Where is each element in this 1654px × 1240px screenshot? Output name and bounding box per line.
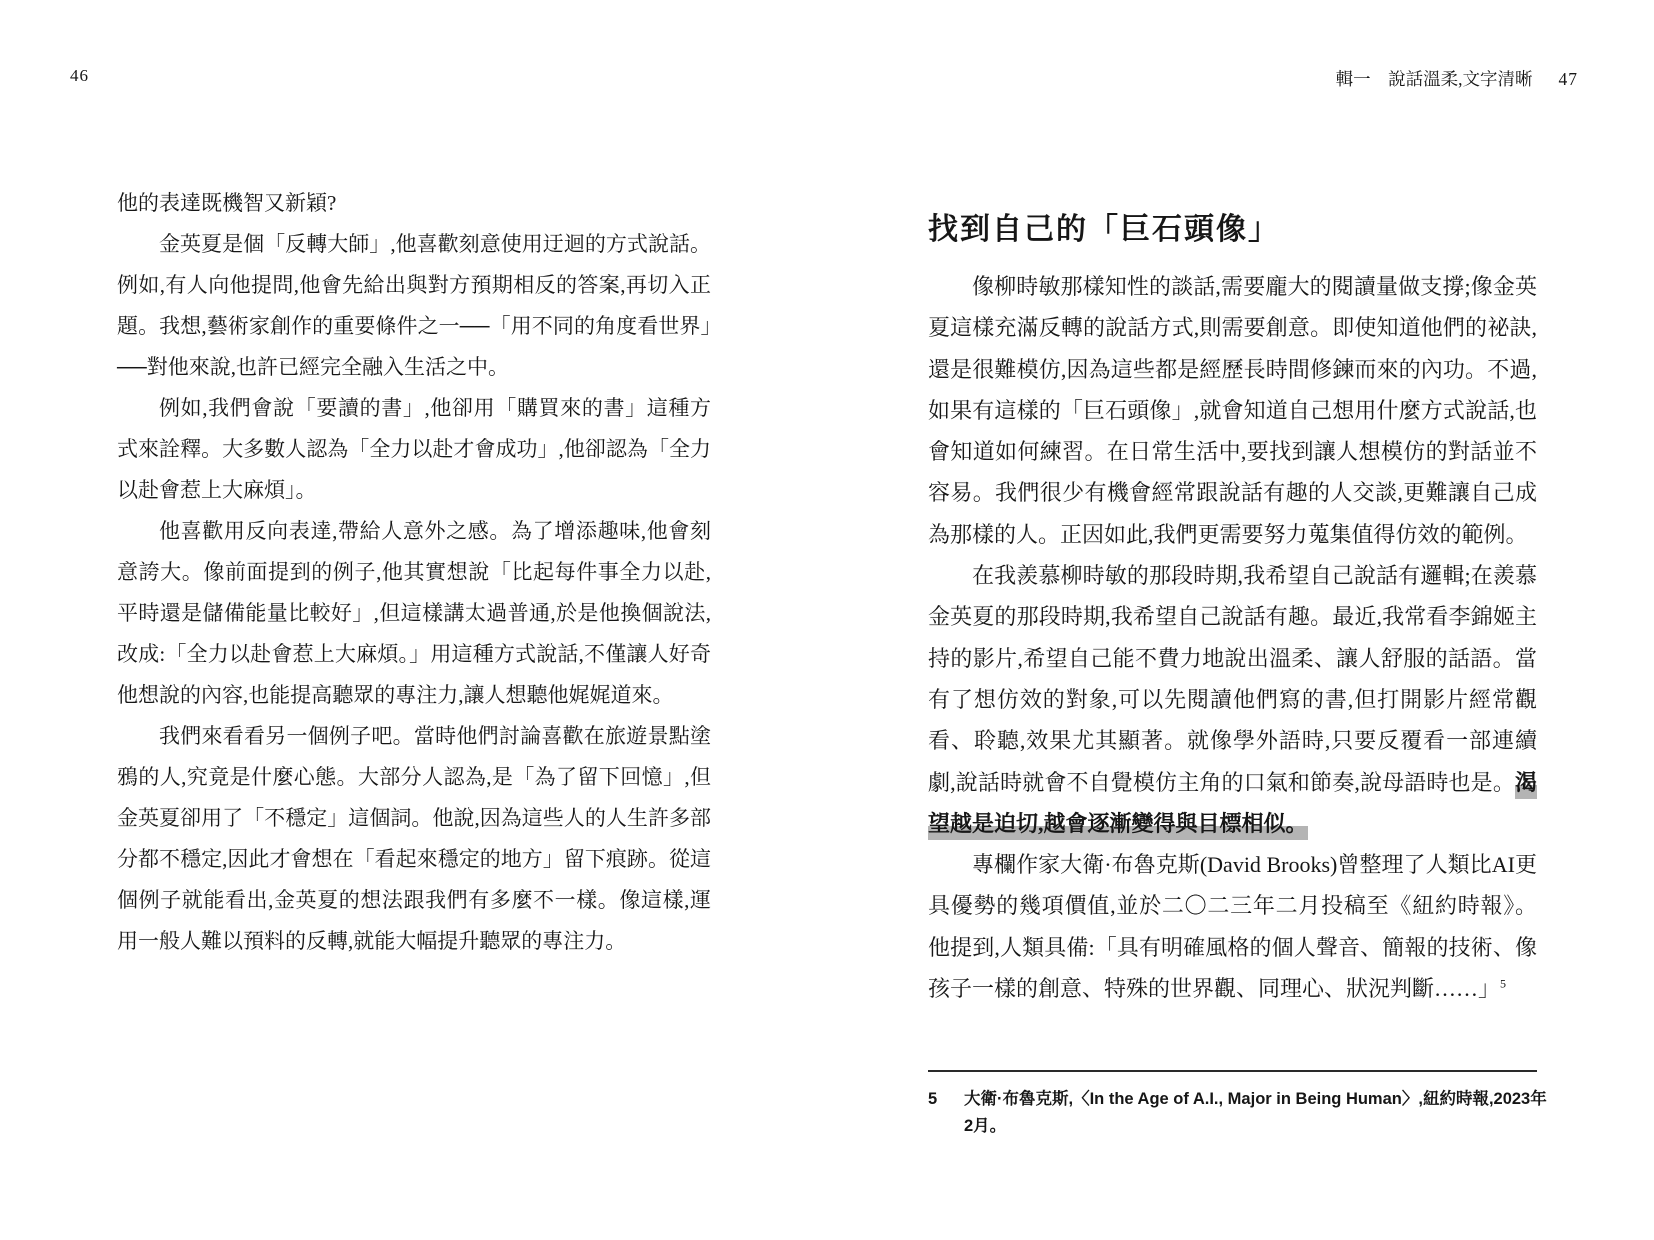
right-page-body-text bbox=[928, 266, 1537, 1009]
footnote bbox=[928, 1086, 1548, 1140]
paragraph bbox=[117, 183, 711, 224]
footnote-number: 5 bbox=[928, 1090, 938, 1108]
text-run: 在我羨慕柳時敏的那段時期,我希望自己說話有邏輯;在羨慕金英夏的那段時期,我希望自己說話有趣。最近,我常看李錦姬主持的影片,希望自己能不費力地說出溫柔、讓人舒服的話語。當有了想仿效的對象,可以先閱讀他們寫的書,但打開影片經常觀看、聆聽,效果尤其顯著。就像學外語時,只要反覆看一部連續劇,說話時就會不自覺模仿主角的口氣和節奏,說母語時也是。 bbox=[928, 563, 1537, 795]
running-header bbox=[928, 66, 1578, 91]
text-run: 他的表達既機智又新穎? bbox=[117, 191, 337, 215]
text-run: 他喜歡用反向表達,帶給人意外之感。為了增添趣味,他會刻意誇大。像前面提到的例子,他其實想說「比起每件事全力以赴,平時還是儲備能量比較好」,但這樣講太過普通,於是他換個說法,改成:「全力以赴會惹上大麻煩。」用這種方式說話,不僅讓人好奇他想說的內容,也能提高聽眾的專注力,讓人想聽他娓娓道來。 bbox=[117, 519, 711, 707]
right-page-number: 47 bbox=[1558, 69, 1578, 89]
text-run: 我們來看看另一個例子吧。當時他們討論喜歡在旅遊景點塗鴉的人,究竟是什麼心態。大部分人認為,是「為了留下回憶」,但金英夏卻用了「不穩定」這個詞。他說,因為這些人的人生許多部分都不穩定,因此才會想在「看起來穩定的地方」留下痕跡。從這個例子就能看出,金英夏的想法跟我們有多麼不一樣。像這樣,運用一般人難以預料的反轉,就能大幅提升聽眾的專注力。 bbox=[117, 724, 711, 953]
footnote-text: 大衛·布魯克斯,〈In the Age of A.I., Major in Being Human〉,紐約時報,2023年2月。 bbox=[964, 1090, 1547, 1135]
paragraph bbox=[928, 555, 1537, 844]
paragraph bbox=[117, 511, 711, 716]
text-run: 專欄作家大衛·布魯克斯(David Brooks)曾整理了人類比AI更具優勢的幾項價值,並於二〇二三年二月投稿至《紐約時報》。他提到,人類具備:「具有明確風格的個人聲音、簡報的技術、像孩子一樣的創意、特殊的世界觀、同理心、狀況判斷……」 bbox=[928, 852, 1537, 1002]
paragraph bbox=[928, 844, 1537, 1009]
footnote-reference: 5 bbox=[1500, 976, 1507, 991]
paragraph bbox=[117, 388, 711, 511]
running-header-section-label: 輯一 說話溫柔,文字清晰 bbox=[1335, 69, 1533, 89]
paragraph bbox=[928, 266, 1537, 555]
footnote-divider bbox=[928, 1070, 1537, 1072]
section-title: 找到自己的「巨石頭像」 bbox=[928, 213, 1280, 247]
text-run: 例如,我們會說「要讀的書」,他卻用「購買來的書」這種方式來詮釋。大多數人認為「全力以赴才會成功」,他卻認為「全力以赴會惹上大麻煩」。 bbox=[117, 396, 711, 502]
text-run: 像柳時敏那樣知性的談話,需要龐大的閱讀量做支撐;像金英夏這樣充滿反轉的說話方式,則需要創意。即使知道他們的祕訣,還是很難模仿,因為這些都是經歷長時間修鍊而來的內功。不過,如果有這樣的「巨石頭像」,就會知道自己想用什麼方式說話,也會知道如何練習。在日常生活中,要找到讓人想模仿的對話並不容易。我們很少有機會經常跟說話有趣的人交談,更難讓自己成為那樣的人。正因如此,我們更需要努力蒐集值得仿效的範例。 bbox=[928, 274, 1537, 547]
left-page-number: 46 bbox=[70, 66, 89, 85]
highlighted-sentence: 渴望越是迫切,越會逐漸變得與目標相似。 bbox=[928, 770, 1537, 840]
paragraph bbox=[117, 224, 711, 388]
paragraph bbox=[117, 716, 711, 962]
left-page-body-text bbox=[117, 183, 711, 962]
text-run: 金英夏是個「反轉大師」,他喜歡刻意使用迂迴的方式說話。例如,有人向他提問,他會先給出與對方預期相反的答案,再切入正題。我想,藝術家創作的重要條件之一──「用不同的角度看世界」──對他來說,也許已經完全融入生活之中。 bbox=[117, 232, 711, 379]
